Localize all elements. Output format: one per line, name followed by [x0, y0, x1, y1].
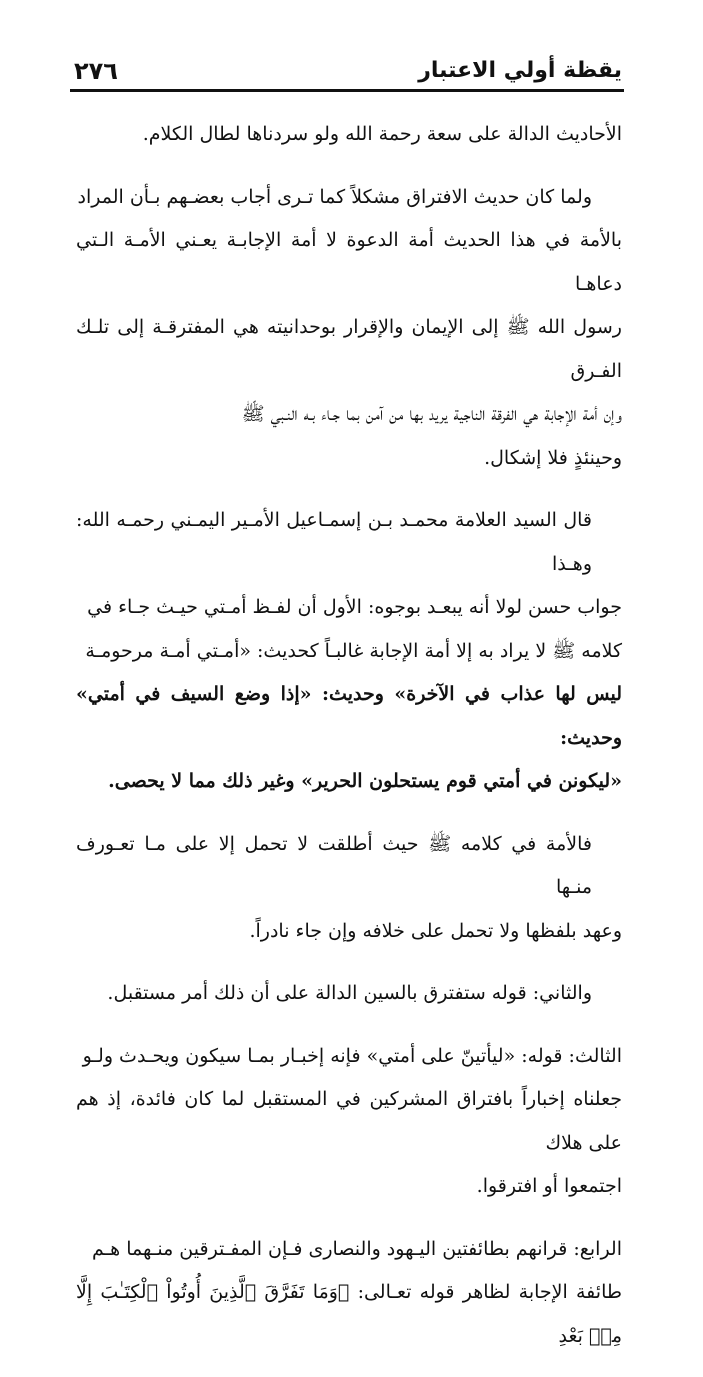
text-line: الثالث: قوله: «ليأتينّ على أمتي» فإنه إخبـار بمـا سيكون ويحـدث ولـو [82, 1044, 622, 1067]
page-header [74, 48, 622, 88]
text-line: بالأمة في هذا الحديث أمة الدعوة لا أمة الإجابـة يعـني الأمـة الـتي دعاهـا [76, 229, 622, 295]
text-line: فالأمة في كلامه ﷺ حيث أطلقت لا تحمل إلا على مـا تعـورف منـها [76, 832, 592, 898]
text-line: طائفة الإجابة لظاهر قوله تعـالى: ﴿وَمَا تَفَرَّقَ ٱلَّذِينَ أُوتُواْ ٱلْكِتَـٰبَ إِلَّا مِنۢ بَعْدِ [76, 1281, 622, 1347]
text-line: قال السيد العلامة محمـد بـن إسمـاعيل الأمـير اليمـني رحمـه الله: وهـذا [76, 509, 592, 575]
hadith-quote-line: «ليكونن في أمتي قوم يستحلون الحرير» وغير ذلك مما لا يحصى. [108, 770, 622, 792]
text-line: جواب حسن لولا أنه يبعـد بوجوه: الأول أن لفـظ أمـتي حيـث جـاء في [87, 596, 622, 618]
paragraph-7 [76, 1228, 622, 1359]
text-line: اجتمعوا أو افترقوا. [476, 1175, 622, 1197]
paragraph-4 [76, 823, 622, 954]
running-title: يقظة أولي الاعتبار [418, 58, 622, 83]
text-line: كلامه ﷺ لا يراد به إلا أمة الإجابة غالبـاً كحديث: «أمـتي أمـة مرحومـة [85, 639, 622, 662]
paragraph-2 [76, 176, 622, 481]
text-line: جعلناه إخباراً بافتراق المشركين في المستقبل لما كان فائدة، إذ هم على هلاك [76, 1088, 622, 1154]
paragraph-6 [76, 1035, 622, 1209]
paragraph-5 [76, 972, 622, 1016]
text-line: رسول الله ﷺ إلى الإيمان والإقرار بوحدانيته هي المفترقـة إلى تلـك الفـرق [76, 316, 622, 382]
text-line: وعهد بلفظها ولا تحمل على خلافه وإن جاء نادراً. [249, 919, 622, 942]
paragraph-1 [76, 113, 622, 157]
text-line: الرابع: قرانهم بطائفتين اليـهود والنصارى فـإن المفـترقين منـهما هـم [91, 1237, 622, 1260]
page-number: ٢٧٦ [74, 57, 118, 85]
body-text [76, 113, 622, 1377]
text-line: وحينئذٍ فلا إشكال. [484, 446, 622, 469]
text-line: الأحاديث الدالة على سعة رحمة الله ولو سردناها لطال الكلام. [142, 123, 622, 145]
header-rule [70, 89, 624, 92]
text-line: وإن أمة الإجابة هي الفرقة الناجية يريد بها من آمن بما جـاء بـه النـبي ﷺ [241, 403, 622, 425]
hadith-quote-line: ليس لها عذاب في الآخرة» وحديث: «إذا وضع السيف في أمتي» وحديث: [76, 683, 622, 749]
text-line: ولما كان حديث الافتراق مشكلاً كما تـرى أجاب بعضـهم بـأن المراد [77, 185, 592, 208]
text-line: والثاني: قوله ستفترق بالسين الدالة على أن ذلك أمر مستقبل. [107, 982, 592, 1004]
paragraph-3 [76, 499, 622, 804]
